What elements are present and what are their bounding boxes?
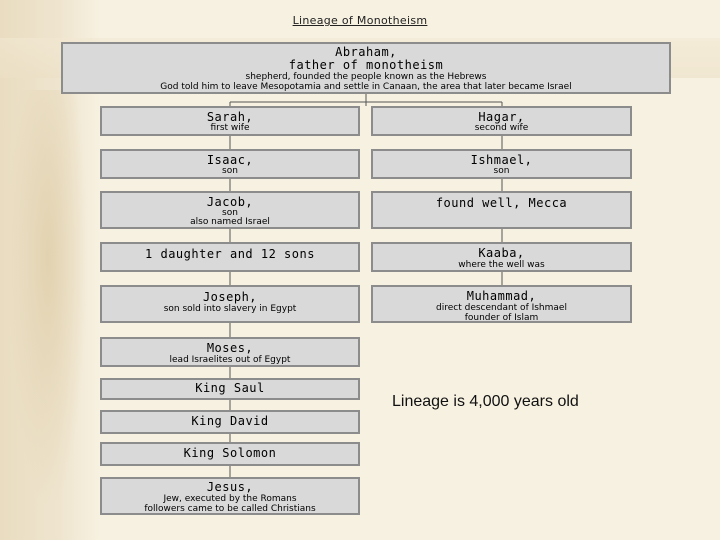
node-abraham-desc-2: God told him to leave Mesopotamia and settle in Canaan, the area that later became Israel	[160, 82, 572, 92]
node-hagar-name: Hagar,	[478, 110, 525, 124]
node-hagar	[371, 106, 632, 136]
node-king-solomon-name: King Solomon	[183, 446, 277, 460]
node-moses	[100, 337, 360, 367]
node-moses-name: Moses,	[206, 341, 254, 355]
node-muhammad-name: Muhammad,	[466, 289, 537, 303]
node-abraham-title: father of monotheism	[288, 58, 444, 72]
node-king-saul	[100, 378, 360, 400]
node-ishmael-sub: son	[493, 166, 510, 176]
node-king-saul-name: King Saul	[195, 381, 265, 395]
node-jacob-sub2: also named Israel	[190, 217, 270, 227]
node-moses-sub: lead Israelites out of Egypt	[169, 355, 291, 365]
node-hagar-sub: second wife	[474, 123, 529, 133]
node-sarah-name: Sarah,	[206, 110, 254, 124]
node-muhammad-sub2: founder of Islam	[464, 313, 539, 323]
node-jacob	[100, 191, 360, 229]
node-abraham	[61, 42, 671, 94]
node-muhammad-sub: direct descendant of Ishmael	[436, 303, 567, 313]
node-kaaba-sub: where the well was	[458, 260, 545, 270]
node-ishmael	[371, 149, 632, 179]
node-joseph	[100, 285, 360, 323]
node-jesus	[100, 477, 360, 515]
node-joseph-name: Joseph,	[202, 290, 258, 304]
diagram-title: Lineage of Monotheism	[292, 14, 428, 27]
node-jesus-sub: Jew, executed by the Romans	[163, 494, 297, 504]
node-jesus-sub2: followers came to be called Christians	[144, 504, 316, 514]
lineage-note: Lineage is 4,000 years old	[392, 393, 579, 410]
node-king-david	[100, 410, 360, 434]
node-muhammad	[371, 285, 632, 323]
node-daughter-sons	[100, 242, 360, 272]
node-found-well	[371, 191, 632, 229]
node-abraham-name: Abraham,	[335, 45, 397, 59]
node-isaac	[100, 149, 360, 179]
node-jesus-name: Jesus,	[206, 480, 254, 494]
node-joseph-sub: son sold into slavery in Egypt	[163, 304, 297, 314]
node-ishmael-name: Ishmael,	[470, 153, 533, 167]
node-kaaba	[371, 242, 632, 272]
node-king-solomon	[100, 442, 360, 466]
node-kaaba-name: Kaaba,	[478, 246, 525, 260]
node-abraham-desc-1: shepherd, founded the people known as the Hebrews	[245, 72, 487, 82]
node-daughter-sons-name: 1 daughter and 12 sons	[145, 247, 315, 261]
node-isaac-name: Isaac,	[206, 153, 254, 167]
node-found-well-name: found well, Mecca	[435, 196, 568, 210]
node-sarah-sub: first wife	[210, 123, 250, 133]
node-jacob-name: Jacob,	[206, 195, 254, 209]
node-sarah	[100, 106, 360, 136]
node-king-david-name: King David	[191, 414, 269, 428]
node-jacob-sub: son	[222, 208, 238, 218]
node-isaac-sub: son	[222, 166, 238, 176]
